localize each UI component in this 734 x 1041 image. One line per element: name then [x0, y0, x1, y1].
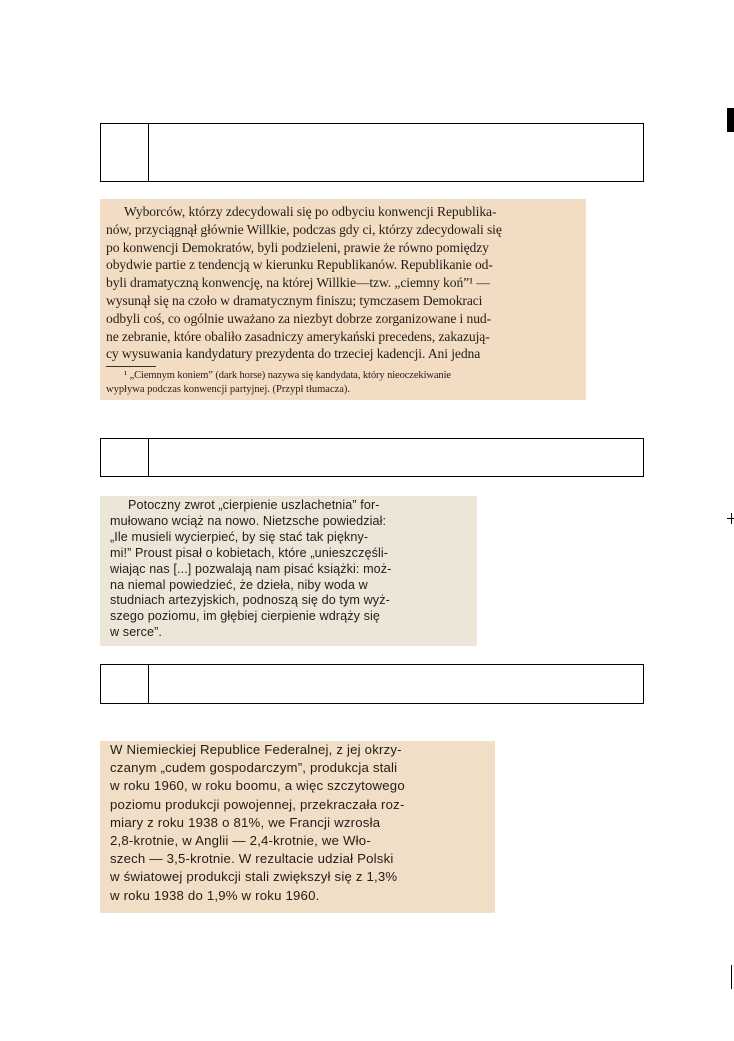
- excerpt-2-line: studniach artezyjskich, podnoszą się do tym wyż-: [110, 593, 390, 608]
- excerpt-1-scan: [100, 199, 586, 400]
- excerpt-2-line: wiając nas [...] pozwalają nam pisać książki: moż-: [110, 561, 392, 576]
- excerpt-2-line: „Ile musieli wycierpieć, by się stać tak piękny-: [110, 529, 369, 544]
- edge-mark-cross-v: [731, 513, 732, 524]
- excerpt-1-line: Wyborców, którzy zdecydowali się po odbyciu konwencji Republika-: [124, 204, 497, 219]
- answer-box-1-field[interactable]: [149, 124, 643, 181]
- excerpt-3-line: w światowej produkcji stali zwiększył się z 1,3%: [110, 869, 398, 885]
- excerpt-1-line: po konwencji Demokratów, byli podzieleni, prawie że równo pomiędzy: [106, 239, 489, 255]
- excerpt-2-line: mi!” Proust pisał o kobietach, które „unieszczęśli-: [110, 545, 389, 560]
- excerpt-1-line: ne zebranie, które obaliło zasadniczy amerykański precedens, zakazują-: [106, 328, 490, 344]
- excerpt-3-line: poziomu produkcji powojennej, przekraczała roz-: [110, 796, 405, 812]
- excerpt-3-line: w roku 1960, w roku boomu, a więc szczytowego: [110, 778, 405, 794]
- excerpt-2-line: szego poziomu, im głębiej cierpienie wdrąży się: [110, 609, 380, 624]
- excerpt-1-line: odbyli coś, co ogólnie uważano za niezbyt dobrze zorganizowane i nud-: [106, 310, 492, 326]
- answer-box-3-number: [101, 665, 149, 703]
- footnote-divider: [106, 366, 156, 367]
- answer-box-3: [100, 664, 644, 704]
- excerpt-1-footnote-line: ¹ „Ciemnym koniem” (dark horse) nazywa się kandydata, który nieoczekiwanie: [124, 370, 451, 382]
- answer-box-1: [100, 123, 644, 182]
- excerpt-2-scan: [100, 496, 477, 646]
- excerpt-1-line: nów, przyciągnął głównie Willkie, podczas gdy ci, którzy zdecydowali się: [106, 221, 502, 237]
- excerpt-3-line: czanym „cudem gospodarczym”, produkcja stali: [110, 760, 398, 776]
- excerpt-1-line: wysunął się na czoło w dramatycznym finiszu; tymczasem Demokraci: [106, 292, 483, 308]
- excerpt-3-line: szech — 3,5-krotnie. W rezultacie udział Polski: [110, 851, 394, 867]
- answer-box-2-field[interactable]: [149, 439, 643, 476]
- answer-box-2-number: [101, 439, 149, 476]
- answer-box-3-field[interactable]: [149, 665, 643, 703]
- excerpt-3-scan: [100, 741, 495, 913]
- excerpt-1-line: cy wysuwania kandydatury prezydenta do trzeciej kadencji. Ani jedna: [106, 346, 481, 362]
- excerpt-2-line: mułowano wciąż na nowo. Nietzsche powiedział:: [110, 513, 387, 528]
- excerpt-1-line: byli dramatyczną konwencję, na której Willkie—tzw. „ciemny koń”¹ —: [106, 275, 490, 291]
- edge-mark-bottom: [731, 965, 732, 989]
- edge-mark-top: [727, 108, 734, 132]
- excerpt-1-line: obydwie partie z tendencją w kierunku Republikanów. Republikanie od-: [106, 257, 493, 273]
- excerpt-2-line: Potoczny zwrot „cierpienie uszlachetnia” for-: [128, 498, 380, 512]
- answer-box-2: [100, 438, 644, 477]
- excerpt-3-line: W Niemieckiej Republice Federalnej, z jej okrzy-: [110, 742, 402, 757]
- excerpt-2-line: na niemal powiedzieć, że dzieła, niby woda w: [110, 577, 368, 592]
- answer-box-1-number: [101, 124, 149, 181]
- excerpt-1-footnote-line: wypływa podczas konwencji partyjnej. (Przypł tłumacza).: [106, 383, 351, 395]
- excerpt-3-line: w roku 1938 do 1,9% w roku 1960.: [110, 887, 320, 903]
- excerpt-3-line: miary z roku 1938 o 81%, we Francji wzrosła: [110, 814, 381, 830]
- excerpt-2-line: w serce”.: [110, 625, 162, 640]
- excerpt-3-line: 2,8-krotnie, w Anglii — 2,4-krotnie, we Wło-: [110, 833, 371, 849]
